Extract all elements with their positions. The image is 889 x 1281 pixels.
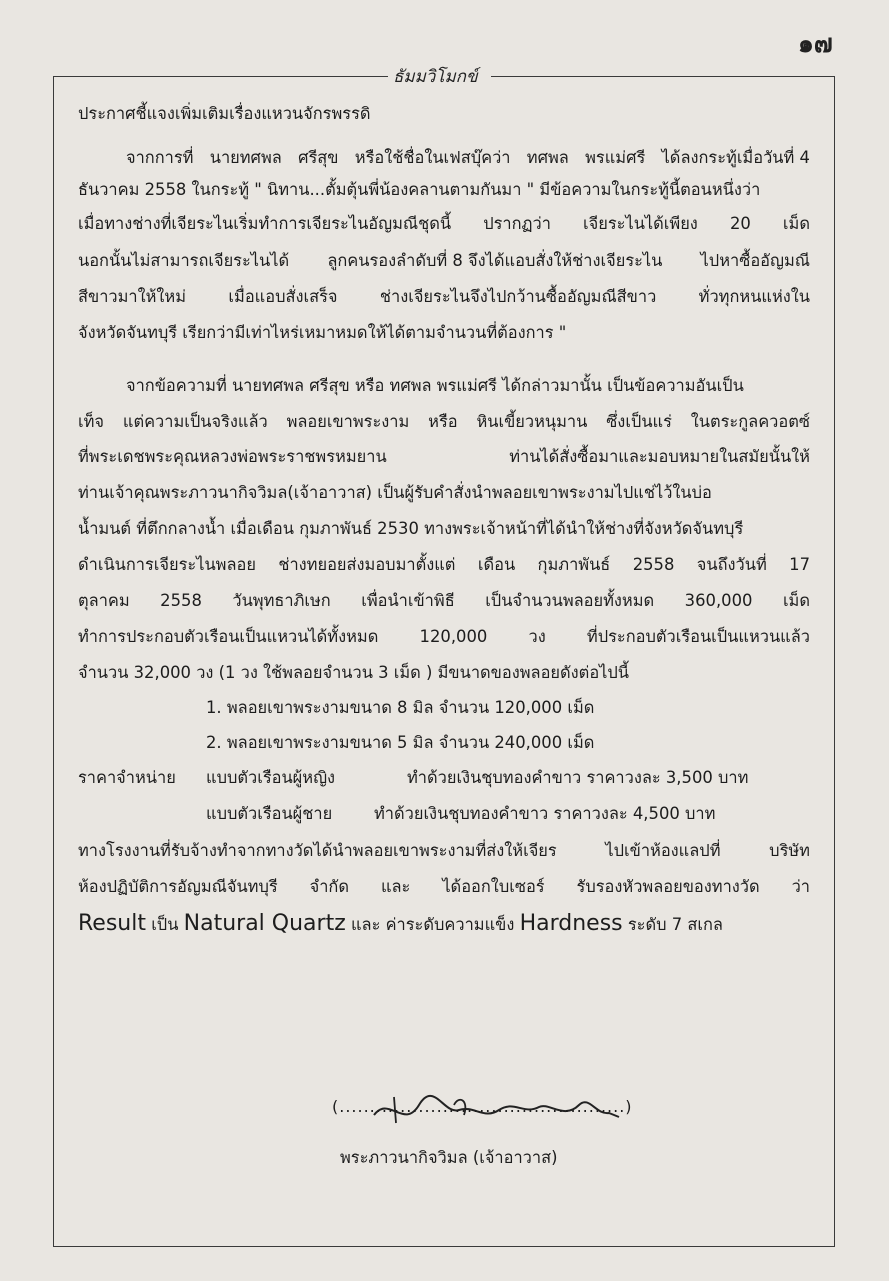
para3-line-2: ห้องปฏิบัติการอัญมณีจันทบุรี จำกัด และ ได้ออกใบเซอร์ รับรองหัวพลอยของทางวัด ว่า bbox=[78, 877, 810, 896]
header-title: ธัมมวิโมกข์ bbox=[393, 67, 478, 87]
para2-line-4: ท่านเจ้าคุณพระภาวนากิจวิมล(เจ้าอาวาส) เป็นผู้รับคำสั่งนำพลอยเขาพระงามไปแช่ไว้ในบ่อ bbox=[78, 483, 712, 502]
para1-line-4: นอกนั้นไม่สามารถเจียระไนได้ ลูกคนรองลำดับที่ 8 จึงได้แอบสั่งให้ช่างเจียระไน ไปหาซื้ออัญมณี bbox=[78, 251, 810, 270]
para2-line-9: จำนวน 32,000 วง (1 วง ใช้พลอยจำนวน 3 เม็ด ) มีขนาดของพลอยดังต่อไปนี้ bbox=[78, 663, 630, 682]
signer-name: พระภาวนากิจวิมล (เจ้าอาวาส) bbox=[340, 1148, 558, 1167]
list-item-5mm: 2. พลอยเขาพระงามขนาด 5 มิล จำนวน 240,000 เม็ด bbox=[206, 733, 595, 752]
page-number: ๑๗ bbox=[798, 29, 833, 58]
para1-line-3: เมื่อทางช่างที่เจียระไนเริ่มทำการเจียระไนอัญมณีชุดนี้ ปรากฏว่า เจียระไนได้เพียง 20 เม็ด bbox=[78, 214, 810, 233]
para1-line-1: จากการที่ นายทศพล ศรีสุข หรือใช้ชื่อในเฟสบุ๊คว่า ทศพล พรแม่ศรี ได้ลงกระทู้เมื่อวันที่ 4 bbox=[126, 148, 810, 167]
para2-line-3: ที่พระเดชพระคุณหลวงพ่อพระราชพรหมยาน ท่านได้สั่งซื้อมาและมอบหมายในสมัยนั้นให้ bbox=[78, 447, 810, 466]
list-item-8mm: 1. พลอยเขาพระงามขนาด 8 มิล จำนวน 120,000 เม็ด bbox=[206, 698, 595, 717]
price-label: ราคาจำหน่าย bbox=[78, 768, 176, 787]
price-female-desc: ทำด้วยเงินชุบทองคำขาว ราคาวงละ 3,500 บาท bbox=[407, 768, 749, 787]
para2-line-7: ตุลาคม 2558 วันพุทธาภิเษก เพื่อนำเข้าพิธี เป็นจำนวนพลอยทั้งหมด 360,000 เม็ด bbox=[78, 591, 810, 610]
para2-line-6: ดำเนินการเจียระไนพลอย ช่างทยอยส่งมอบมาตั้งแต่ เดือน กุมภาพันธ์ 2558 จนถึงวันที่ 17 bbox=[78, 555, 810, 574]
para2-line-8: ทำการประกอบตัวเรือนเป็นแหวนได้ทั้งหมด 120,000 วง ที่ประกอบตัวเรือนเป็นแหวนแล้ว bbox=[78, 627, 810, 646]
signature-line: (...............................................) bbox=[332, 1097, 633, 1116]
result-line: Result เป็น Natural Quartz และ ค่าระดับความแข็ง Hardness ระดับ 7 สเกล bbox=[78, 911, 723, 936]
price-male-desc: ทำด้วยเงินชุบทองคำขาว ราคาวงละ 4,500 บาท bbox=[374, 804, 716, 823]
para1-line-6: จังหวัดจันทบุรี เรียกว่ามีเท่าไหร่เหมาหมดให้ได้ตามจำนวนที่ต้องการ " bbox=[78, 323, 567, 342]
para1-line-2: ธันวาคม 2558 ในกระทู้ " นิทาน...ตั้มตุ้นพี่น้องคลานตามกันมา " มีข้อความในกระทู้นี้ตอนหนึ่งว่า bbox=[78, 180, 761, 199]
para2-line-5: น้ำมนต์ ที่ตึกกลางน้ำ เมื่อเดือน กุมภาพันธ์ 2530 ทางพระเจ้าหน้าที่ได้นำให้ช่างที่จังหวัดจันทบุรี bbox=[78, 519, 744, 538]
price-female-type: แบบตัวเรือนผู้หญิง bbox=[206, 768, 336, 787]
para3-line-1: ทางโรงงานที่รับจ้างทำจากทางวัดได้นำพลอยเขาพระงามที่ส่งให้เจียร ไปเข้าห้องแลปที่ บริษัท bbox=[78, 841, 810, 860]
para2-line-2: เท็จ แต่ความเป็นจริงแล้ว พลอยเขาพระงาม หรือ หินเขี้ยวหนุมาน ซึ่งเป็นแร่ ในตระกูลควอตซ์ bbox=[78, 412, 810, 431]
para2-line-1: จากข้อความที่ นายทศพล ศรีสุข หรือ ทศพล พรแม่ศรี ได้กล่าวมานั้น เป็นข้อความอันเป็น bbox=[126, 376, 744, 395]
para1-line-5: สีขาวมาให้ใหม่ เมื่อแอบสั่งเสร็จ ช่างเจียระไนจึงไปกว้านซื้ออัญมณีสีขาว ทั่วทุกหนแห่งใน bbox=[78, 287, 810, 306]
announcement-heading: ประกาศชี้แจงเพิ่มเติมเรื่องแหวนจักรพรรดิ bbox=[78, 104, 371, 123]
price-male-type: แบบตัวเรือนผู้ชาย bbox=[206, 804, 333, 823]
